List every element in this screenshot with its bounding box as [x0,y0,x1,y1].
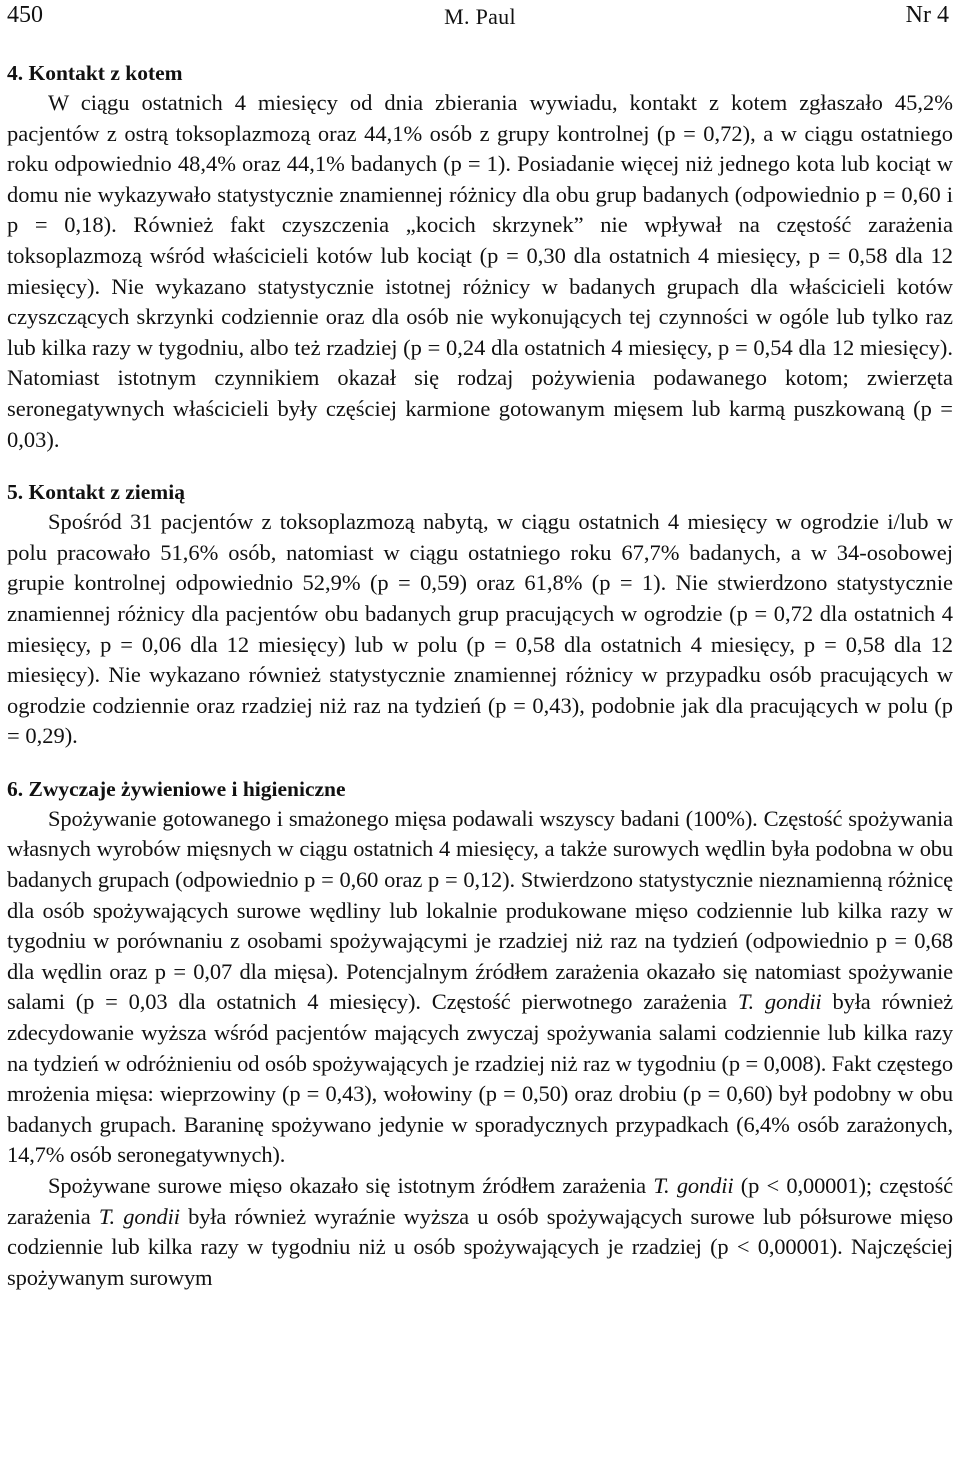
text-run: Spośród 31 pacjentów z toksoplazmozą nabytą, w ciągu ostatnich 4 miesięcy w ogrodzie i/lub w polu pracowało 51,6% osób, natomiast w ciągu ostatniego roku 67,7% badanych, a w 34-osobowej grupie kontrolnej odpowiednio 52,9% (p = 0,59) oraz 61,8% (p = 1). Nie stwierdzono statystycznie znamiennej różnicy dla pacjentów obu badanych grup pracujących w ogrodzie (p = 0,72 dla ostatnich 4 miesięcy, p = 0,06 dla 12 miesięcy) lub w polu (p = 0,58 dla ostatnich 4 miesięcy, p = 0,58 dla 12 miesięcy). Nie wykazano również statystycznie znamiennej różnicy w przypadku osób pracujących w ogrodzie codziennie oraz rzadziej niż raz na tydzień (p = 0,43), podobnie jak dla pracujących w polu (p = 0,29). [7,509,953,749]
section-heading-dietary-habits: 6. Zwyczaje żywieniowe i higieniczne [7,776,346,801]
page-number: 450 [7,2,43,28]
section-heading-soil-contact: 5. Kontakt z ziemią [7,480,185,505]
text-run: Spożywane surowe mięso okazało się istotnym źródłem zarażenia [48,1173,654,1198]
running-header [7,0,953,40]
species-name: T. gondii [737,989,822,1015]
text-run: była również zdecydowanie wyższa wśród pacjentów mających zwyczaj spożywania salami codziennie lub kilka razy na tydzień w odróżnieniu od osób spożywających je rzadziej niż raz w tygodniu (p = 0,008). Fakt częstego mrożenia mięsa: wieprzowiny (p = 0,43), wołowiny (p = 0,50) oraz drobiu (p = 0,60) był podobny w obu badanych grupach. Baraninę spożywano jedynie w sporadycznych przypadkach (6,4% osób zarażonych, 14,7% osób seronegatywnych). [7,989,953,1168]
text-run: W ciągu ostatnich 4 miesięcy od dnia zbierania wywiadu, kontakt z kotem zgłaszało 45,2% pacjentów z ostrą toksoplazmozą oraz 44,1% osób z grupy kontrolnej (p = 0,72), a w ciągu ostatniego roku odpowiednio 48,4% oraz 44,1% badanych (p = 1). Posiadanie więcej niż jednego kota lub kociąt w domu nie wykazywało statystycznie znamiennej różnicy dla obu grup badanych (odpowiednio p = 0,60 i p = 0,18). Również fakt czyszczenia „kocich skrzynek” nie wpływał na częstość zarażenia toksoplazmozą wśród właścicieli kotów lub kociąt (p = 0,30 dla ostatnich 4 miesięcy, p = 0,58 dla 12 miesięcy). Nie wykazano statystycznie istotnej różnicy w badanych grupach dla właścicieli kotów czyszczących skrzynki codziennie oraz dla osób nie wykonujących tej czynności w ogóle lub tylko raz lub kilka razy w tygodniu, albo też rzadziej (p = 0,24 dla ostatnich 4 miesięcy, p = 0,54 dla 12 miesięcy). Natomiast istotnym czynnikiem okazał się rodzaj pożywienia podawanego kotom; zwierzęta seronegatywnych właścicieli były częściej karmione gotowanym mięsem lub karmą puszkowaną (p = 0,03). [7,90,953,452]
section-paragraph [7,507,953,752]
section-heading-cat-contact: 4. Kontakt z kotem [7,61,183,85]
section-paragraph [7,1171,953,1293]
text-run: (p < 0,00001); częstość zarażenia [7,1173,954,1229]
section-paragraph [7,88,953,455]
species-name: T. gondii [98,1203,180,1229]
section-paragraph [7,804,953,1171]
issue-number: Nr 4 [905,2,949,28]
running-author: M. Paul [444,4,516,29]
species-name: T. gondii [653,1173,734,1198]
text-run: była również wyraźnie wyższa u osób spożywających surowe lub półsurowe mięso codziennie lub kilka razy w tygodniu niż u osób spożywających je rzadziej (p < 0,00001). Najczęściej spożywanym surowym [7,1203,954,1290]
text-run: Spożywanie gotowanego i smażonego mięsa podawali wszyscy badani (100%). Częstość spożywania własnych wyrobów mięsnych w ciągu ostatnich 4 miesięcy, a także surowych wędlin była podobna w obu badanych grupach (odpowiednio p = 0,60 oraz p = 0,12). Stwierdzono statystycznie nieznamienną różnicę dla osób spożywających surowe wędliny lub lokalnie produkowane mięso codziennie lub kilka razy w tygodniu w porównaniu z osobami spożywającymi je rzadziej niż raz na tydzień (odpowiednio p = 0,68 dla wędlin oraz p = 0,07 dla mięsa). Potencjalnym źródłem zarażenia okazało się natomiast spożywanie salami (p = 0,03 dla ostatnich 4 miesięcy). Częstość pierwotnego zarażenia [7,805,953,1015]
